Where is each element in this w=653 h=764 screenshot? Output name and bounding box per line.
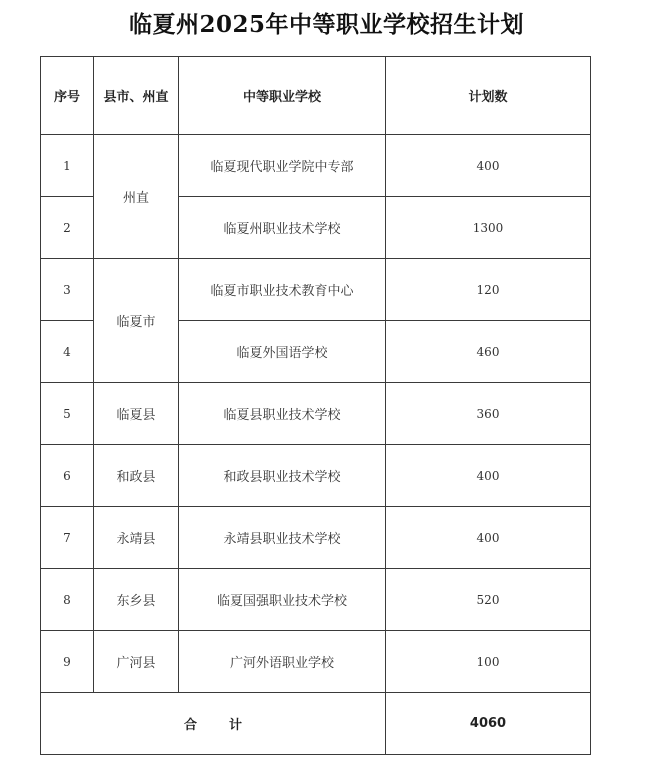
county-cell: 临夏县	[94, 383, 179, 445]
row-index: 8	[41, 569, 94, 631]
school-cell: 临夏市职业技术教育中心	[179, 259, 386, 321]
school-cell: 永靖县职业技术学校	[179, 507, 386, 569]
page-title: 临夏州2025年中等职业学校招生计划	[128, 11, 524, 38]
row-index: 1	[41, 135, 94, 197]
plan-cell: 100	[386, 631, 591, 693]
county-cell: 广河县	[94, 631, 179, 693]
table-row	[41, 259, 591, 321]
county-cell: 东乡县	[94, 569, 179, 631]
total-row	[41, 693, 591, 755]
row-index: 6	[41, 445, 94, 507]
header-county: 县市、州直	[94, 57, 179, 135]
county-cell: 永靖县	[94, 507, 179, 569]
total-label	[41, 693, 386, 755]
row-index: 2	[41, 197, 94, 259]
enrollment-plan-table	[40, 56, 591, 755]
row-index: 7	[41, 507, 94, 569]
row-index: 5	[41, 383, 94, 445]
table-row	[41, 569, 591, 631]
header-index: 序号	[41, 57, 94, 135]
school-cell: 广河外语职业学校	[179, 631, 386, 693]
header-school: 中等职业学校	[179, 57, 386, 135]
plan-cell: 360	[386, 383, 591, 445]
row-index: 9	[41, 631, 94, 693]
total-label-text: 合计	[183, 718, 274, 733]
table-row	[41, 445, 591, 507]
school-cell: 临夏州职业技术学校	[179, 197, 386, 259]
row-index: 4	[41, 321, 94, 383]
school-cell: 和政县职业技术学校	[179, 445, 386, 507]
county-cell: 和政县	[94, 445, 179, 507]
table-header-row	[41, 57, 591, 135]
header-plan: 计划数	[386, 57, 591, 135]
plan-cell: 520	[386, 569, 591, 631]
school-cell: 临夏县职业技术学校	[179, 383, 386, 445]
school-cell: 临夏现代职业学院中专部	[179, 135, 386, 197]
county-cell-zhouzhi: 州直	[94, 135, 179, 259]
plan-cell: 1300	[386, 197, 591, 259]
row-index: 3	[41, 259, 94, 321]
total-value: 4060	[386, 693, 591, 755]
county-cell-linxia-city: 临夏市	[94, 259, 179, 383]
table-row	[41, 631, 591, 693]
plan-cell: 400	[386, 507, 591, 569]
school-cell: 临夏外国语学校	[179, 321, 386, 383]
school-cell: 临夏国强职业技术学校	[179, 569, 386, 631]
table-row	[41, 135, 591, 197]
table-row	[41, 383, 591, 445]
plan-cell: 400	[386, 445, 591, 507]
plan-cell: 120	[386, 259, 591, 321]
table-row	[41, 507, 591, 569]
plan-cell: 400	[386, 135, 591, 197]
plan-cell: 460	[386, 321, 591, 383]
